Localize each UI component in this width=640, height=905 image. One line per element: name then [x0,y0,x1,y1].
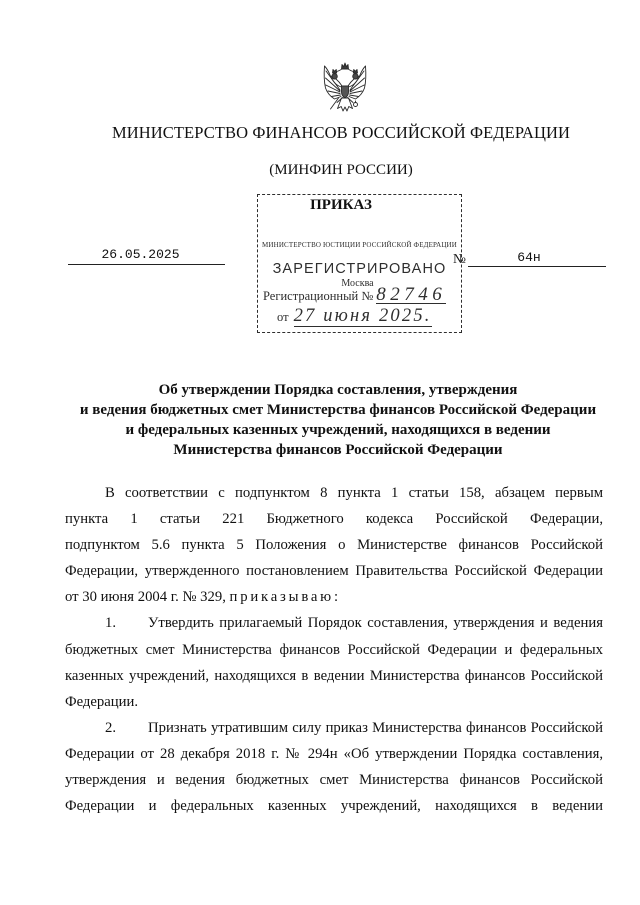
list-item-line: Федерации. [65,693,139,710]
order-title-line: и федеральных казенных учреждений, находящихся в ведении [125,422,551,438]
list-item-line: бюджетных смет Министерства финансов Российской Федерации и федеральных [65,641,603,658]
order-body [65,480,603,819]
order-title-line: и ведения бюджетных смет Министерства финансов Российской Федерации [79,402,597,418]
stamp-date-line [277,306,432,328]
stamp-registration-number: 82746 [376,284,447,305]
preamble-order-word: приказываю [229,589,334,606]
preamble-line: подпунктом 5.6 пункта 5 Положения о Министерстве финансов Российской [65,537,603,554]
order-date: 26.05.2025 [101,247,180,262]
list-item-2 [65,715,603,741]
ministry-title: МИНИСТЕРСТВО ФИНАНСОВ РОССИЙСКОЙ ФЕДЕРАЦИИ [111,123,571,142]
order-title [65,380,611,460]
list-item-line: Федерации и федеральных казенных учреждений, находящихся в ведении [65,798,603,815]
stamp-registration-line [263,286,446,306]
preamble-line: В соответствии с подпунктом 8 пункта 1 статьи 158, абзацем первым [105,485,603,501]
list-item-line: Федерации от 28 декабря 2018 г. № 294н «Об утверждении Порядка составления, [65,745,603,762]
order-title-line: Министерства финансов Российской Федерации [173,442,503,458]
stamp-authority: МИНИСТЕРСТВО ЮСТИЦИИ РОССИЙСКОЙ ФЕДЕРАЦИИ [262,241,457,249]
order-date-field [68,246,225,265]
stamp-city: Москва [341,278,374,289]
stamp-registration-date: 27 июня 2025. [293,306,432,326]
stamp-status: ЗАРЕГИСТРИРОВАНО [272,261,447,277]
list-item-number: 1. [105,615,117,632]
list-item-line: казенных учреждений, находящихся в ведении Министерства финансов Российской [65,667,603,684]
preamble-closing-punct: : [333,589,339,606]
list-item-line: Утвердить прилагаемый Порядок составления, утверждения и ведения [148,615,603,632]
order-number: 64н [517,250,541,265]
ministry-short-name: (МИНФИН РОССИИ) [269,162,413,178]
order-number-sign: № [453,251,466,266]
stamp-date-prefix: от [277,310,289,324]
list-item-number: 2. [105,719,117,736]
preamble-closing-line [65,584,603,610]
order-number-field [468,250,606,267]
double-headed-eagle-icon [322,60,368,118]
preamble-closing-text: от 30 июня 2004 г. № 329, [65,589,226,606]
list-item-1 [65,610,603,636]
list-item-line: утверждения и ведения бюджетных смет Министерства финансов Российской [65,772,603,789]
list-item-line: Признать утратившим силу приказ Министерства финансов Российской [148,719,603,736]
preamble-line: Федерации, утвержденного постановлением Правительства Российской Федерации [65,563,603,580]
order-title-line: Об утверждении Порядка составления, утверждения [158,382,518,398]
preamble-line: пункта 1 статьи 221 Бюджетного кодекса Российской Федерации, [65,511,603,528]
document-type-heading: ПРИКАЗ [310,197,372,213]
stamp-registration-label: Регистрационный № [263,289,374,303]
